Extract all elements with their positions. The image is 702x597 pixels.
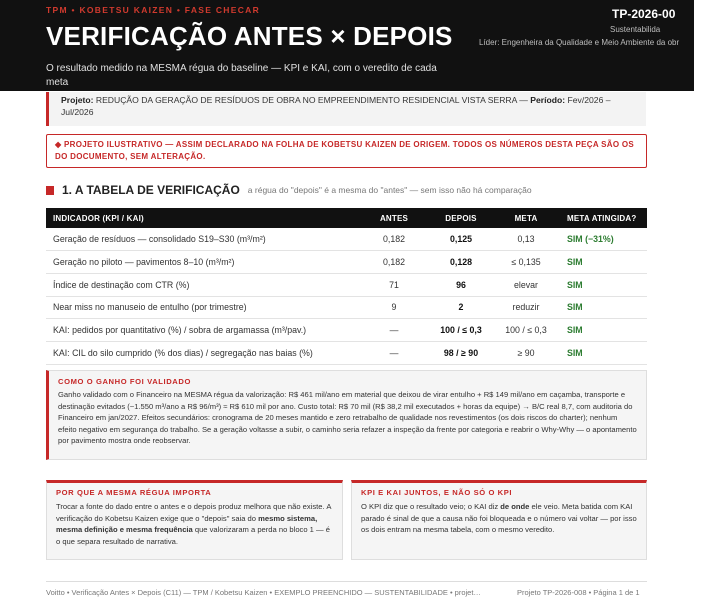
kpi-box-text [361,501,637,536]
project-label: Projeto: [61,95,94,105]
cell-goal: ≤ 0,135 [493,251,559,274]
table-row [46,296,647,319]
cell-indicator: Índice de destinação com CTR (%) [46,273,359,296]
cell-indicator: Near miss no manuseio de entulho (por trimestre) [46,296,359,319]
cell-after: 0,128 [429,251,493,274]
header-goal: META [493,208,559,228]
header-kicker: TPM • KOBETSU KAIZEN • FASE CHECAR [46,5,261,15]
table-row [46,319,647,342]
project-info: Projeto: REDUÇÃO DA GERAÇÃO DE RESÍDUOS DE OBRA NO EMPREENDIMENTO RESIDENCIAL VISTA SERRA — Período: Fev/2026 – Jul/2026 [46,92,646,126]
header-after: DEPOIS [429,208,493,228]
cell-goal: ≥ 90 [493,341,559,364]
gain-validation-box [46,370,647,460]
why-text-part-2: que valorizaram a perda no bloco 1 — é o que separa resultado de narrativa. [56,525,330,546]
cell-before: — [359,341,429,364]
kpi-box-title: KPI E KAI JUNTOS, E NÃO SÓ O KPI [361,488,513,497]
page-title: VERIFICAÇÃO ANTES × DEPOIS [46,21,453,51]
footer-divider [46,581,647,582]
cell-indicator: KAI: CIL do silo cumprido (% dos dias) / segregação nas baias (%) [46,341,359,364]
table-header-row [46,208,647,228]
project-name: REDUÇÃO DA GERAÇÃO DE RESÍDUOS DE OBRA NO EMPREENDIMENTO RESIDENCIAL VISTA SERRA [95,95,517,105]
cell-goal: reduzir [493,296,559,319]
footer-left-text: Voitto • Verificação Antes × Depois (C11) — TPM / Kobetsu Kaizen • EXEMPLO PREENCHIDO — SUSTENTABILIDADE • projet… [46,588,481,597]
project-period: Fev/2026 – Jul/2026 [61,95,611,117]
why-box-text [56,501,333,547]
why-text-part-1: Trocar a fonte do dado entre o antes e o depois produz melhora que não existe. A verificação do Kobetsu Kaizen exige que o "depois" saia do [56,502,331,523]
footer-page-info: Projeto TP-2026-008 • Página 1 de 1 [517,588,640,597]
cell-achieved: SIM [559,251,647,274]
document-id: TP-2026-00 [612,7,676,21]
cell-goal: elevar [493,273,559,296]
section-heading [46,182,532,198]
kpi-text-emphasis: de onde [500,502,530,511]
document-lead: Líder: Engenheira da Qualidade e Meio Ambiente da obr [479,38,680,47]
cell-before: 0,182 [359,251,429,274]
cell-before: — [359,319,429,342]
cell-goal: 0,13 [493,228,559,251]
cell-after: 98 / ≥ 90 [429,341,493,364]
cell-before: 0,182 [359,228,429,251]
cell-achieved: SIM (−31%) [559,228,647,251]
cell-achieved: SIM [559,319,647,342]
cell-before: 71 [359,273,429,296]
table-row [46,251,647,274]
section-title: 1. A TABELA DE VERIFICAÇÃO [62,183,240,197]
cell-indicator: KAI: pedidos por quantitativo (%) / sobra de argamassa (m³/pav.) [46,319,359,342]
cell-after: 96 [429,273,493,296]
verification-table [46,208,647,365]
gain-box-text: Ganho validado com o Financeiro na MESMA régua da valorização: R$ 461 mil/ano em material que deixou de virar entulho + R$ 149 mil/ano em caçamba, transporte e destinação evitados (~1.550 m³/ano a R$ 96/m³) ≈ R$ 610 mil por ano. Custo total: R$ 70 mil (R$ 38,2 mil executados + horas da equipe) → B/C real 8,7, com auditoria do Financeiro em jan/2027. Efeitos secundários: cronograma de 20 meses mantido e zero retrabalho de qualidade nos revestimentos (os dois riscos do charter); nenhum efeito negativo em segurança do trabalho. Se a geração voltasse a subir, o caminho seria refazer a inspeção da frente por categoria e reabrir o Why-Why — o apontamento por pavimento mostra onde reobservar. [58,390,637,446]
cell-achieved: SIM [559,296,647,319]
cell-after: 2 [429,296,493,319]
kpi-text-part-2: ele veio. Meta batida com KAI parado é sinal de que a causa não foi bloqueada e o número vai voltar — por isso os dois entram na mesma tabela, com o mesmo veredito. [361,502,637,535]
gain-box-title: COMO O GANHO FOI VALIDADO [58,377,191,386]
header-indicator: INDICADOR (KPI / KAI) [46,208,359,228]
table-row [46,228,647,251]
kpi-text-part-1: O KPI diz que o resultado veio; o KAI diz [361,502,501,511]
cell-before: 9 [359,296,429,319]
section-marker-icon [46,186,54,195]
header-before: ANTES [359,208,429,228]
why-text-emphasis: mesmo sistema, mesma definição e mesma frequência [56,513,318,535]
header-achieved: META ATINGIDA? [559,208,647,228]
illustrative-warning: ◆ PROJETO ILUSTRATIVO — ASSIM DECLARADO NA FOLHA DE KOBETSU KAIZEN DE ORIGEM. TODOS OS NÚMEROS DESTA PEÇA SÃO OS DO DOCUMENTO, SEM ALTERAÇÃO. [46,134,647,168]
cell-goal: 100 / ≤ 0,3 [493,319,559,342]
page-header [0,0,694,91]
section-note: a régua do "depois" é a mesma do "antes" — sem isso não há comparação [247,185,532,195]
page-subtitle: O resultado medido na MESMA régua do baseline — KPI e KAI, com o veredito de cada meta [46,63,437,88]
cell-after: 0,125 [429,228,493,251]
cell-achieved: SIM [559,273,647,296]
document-category: Sustentabilida [610,25,661,34]
cell-indicator: Geração de resíduos — consolidado S19–S30 (m³/m²) [46,228,359,251]
same-ruler-box [46,480,343,560]
table-row [46,341,647,364]
why-box-title: POR QUE A MESMA RÉGUA IMPORTA [56,488,212,497]
table-row [46,273,647,296]
cell-after: 100 / ≤ 0,3 [429,319,493,342]
cell-indicator: Geração no piloto — pavimentos 8–10 (m³/m²) [46,251,359,274]
kpi-kai-box [351,480,647,560]
period-label: Período: [530,95,566,105]
cell-achieved: SIM [559,341,647,364]
